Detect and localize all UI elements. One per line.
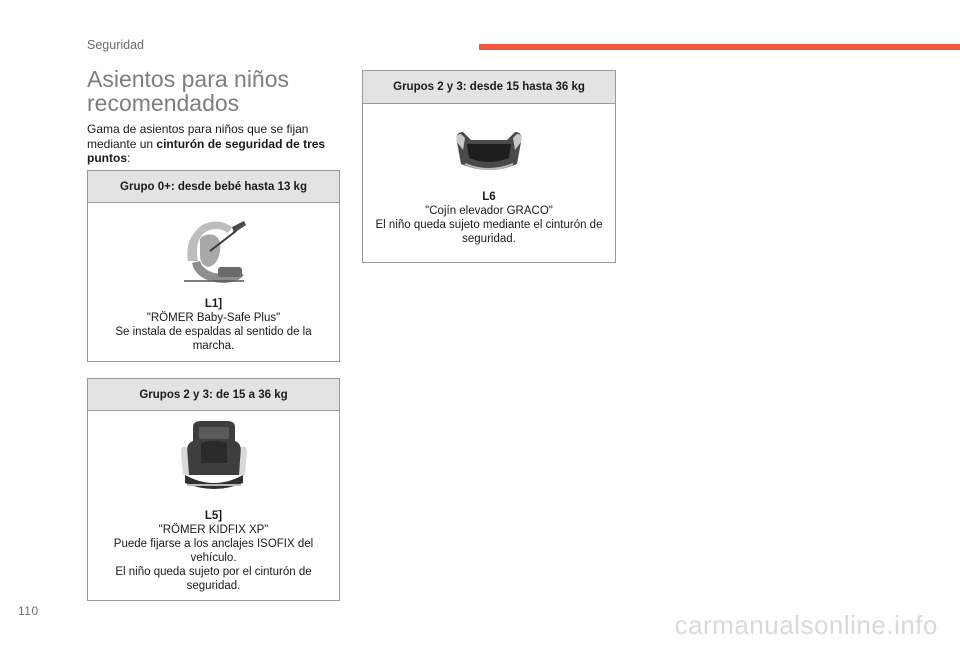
seat-card-body bbox=[88, 211, 339, 353]
page-title-line-2: recomendados bbox=[87, 90, 240, 116]
seat-card-group-0 bbox=[87, 170, 340, 362]
seat-description: El niño queda sujeto mediante el cinturón de seguridad. bbox=[375, 219, 603, 245]
highback-booster-seat-image bbox=[179, 417, 249, 495]
seat-description: Puede fijarse a los anclajes ISOFIX del vehículo. bbox=[113, 538, 314, 564]
seat-name: "RÖMER KIDFIX XP" bbox=[158, 524, 269, 536]
seat-description-2: El niño queda sujeto por el cinturón de seguridad. bbox=[115, 566, 312, 592]
seat-card-body bbox=[88, 417, 339, 593]
seat-code: L5] bbox=[204, 510, 223, 522]
baby-carrier-seat-image bbox=[174, 211, 254, 291]
intro-text: Gama de asientos para niños que se fijan mediante un bbox=[87, 122, 309, 151]
section-header: Seguridad bbox=[87, 38, 144, 52]
page-title-line-1: Asientos para niños bbox=[87, 66, 290, 92]
seat-name: "Cojín elevador GRACO" bbox=[425, 205, 553, 217]
seat-description: Se instala de espaldas al sentido de la marcha. bbox=[115, 326, 312, 352]
seat-card-group-2-3-graco bbox=[362, 70, 616, 263]
seat-card-body bbox=[363, 120, 615, 246]
intro-bold-text: cinturón de seguridad de tres puntos bbox=[87, 136, 326, 165]
seat-code: L6 bbox=[482, 191, 496, 203]
page-number: 110 bbox=[18, 604, 39, 618]
seat-name: "RÖMER Baby-Safe Plus" bbox=[146, 312, 281, 324]
header-accent-bar bbox=[479, 44, 960, 50]
seat-card-header: Grupo 0+: desde bebé hasta 13 kg bbox=[88, 171, 339, 203]
seat-card-header: Grupos 2 y 3: de 15 a 36 kg bbox=[88, 379, 339, 411]
seat-card-group-2-3-kidfix bbox=[87, 378, 340, 601]
seat-card-header: Grupos 2 y 3: desde 15 hasta 36 kg bbox=[363, 71, 615, 104]
booster-cushion-image bbox=[451, 120, 527, 176]
seat-code: L1] bbox=[204, 298, 223, 310]
watermark-text: carmanualsonline.info bbox=[674, 610, 938, 640]
intro-text-end: : bbox=[127, 151, 131, 165]
intro-paragraph bbox=[87, 122, 342, 166]
page-title bbox=[87, 67, 289, 115]
